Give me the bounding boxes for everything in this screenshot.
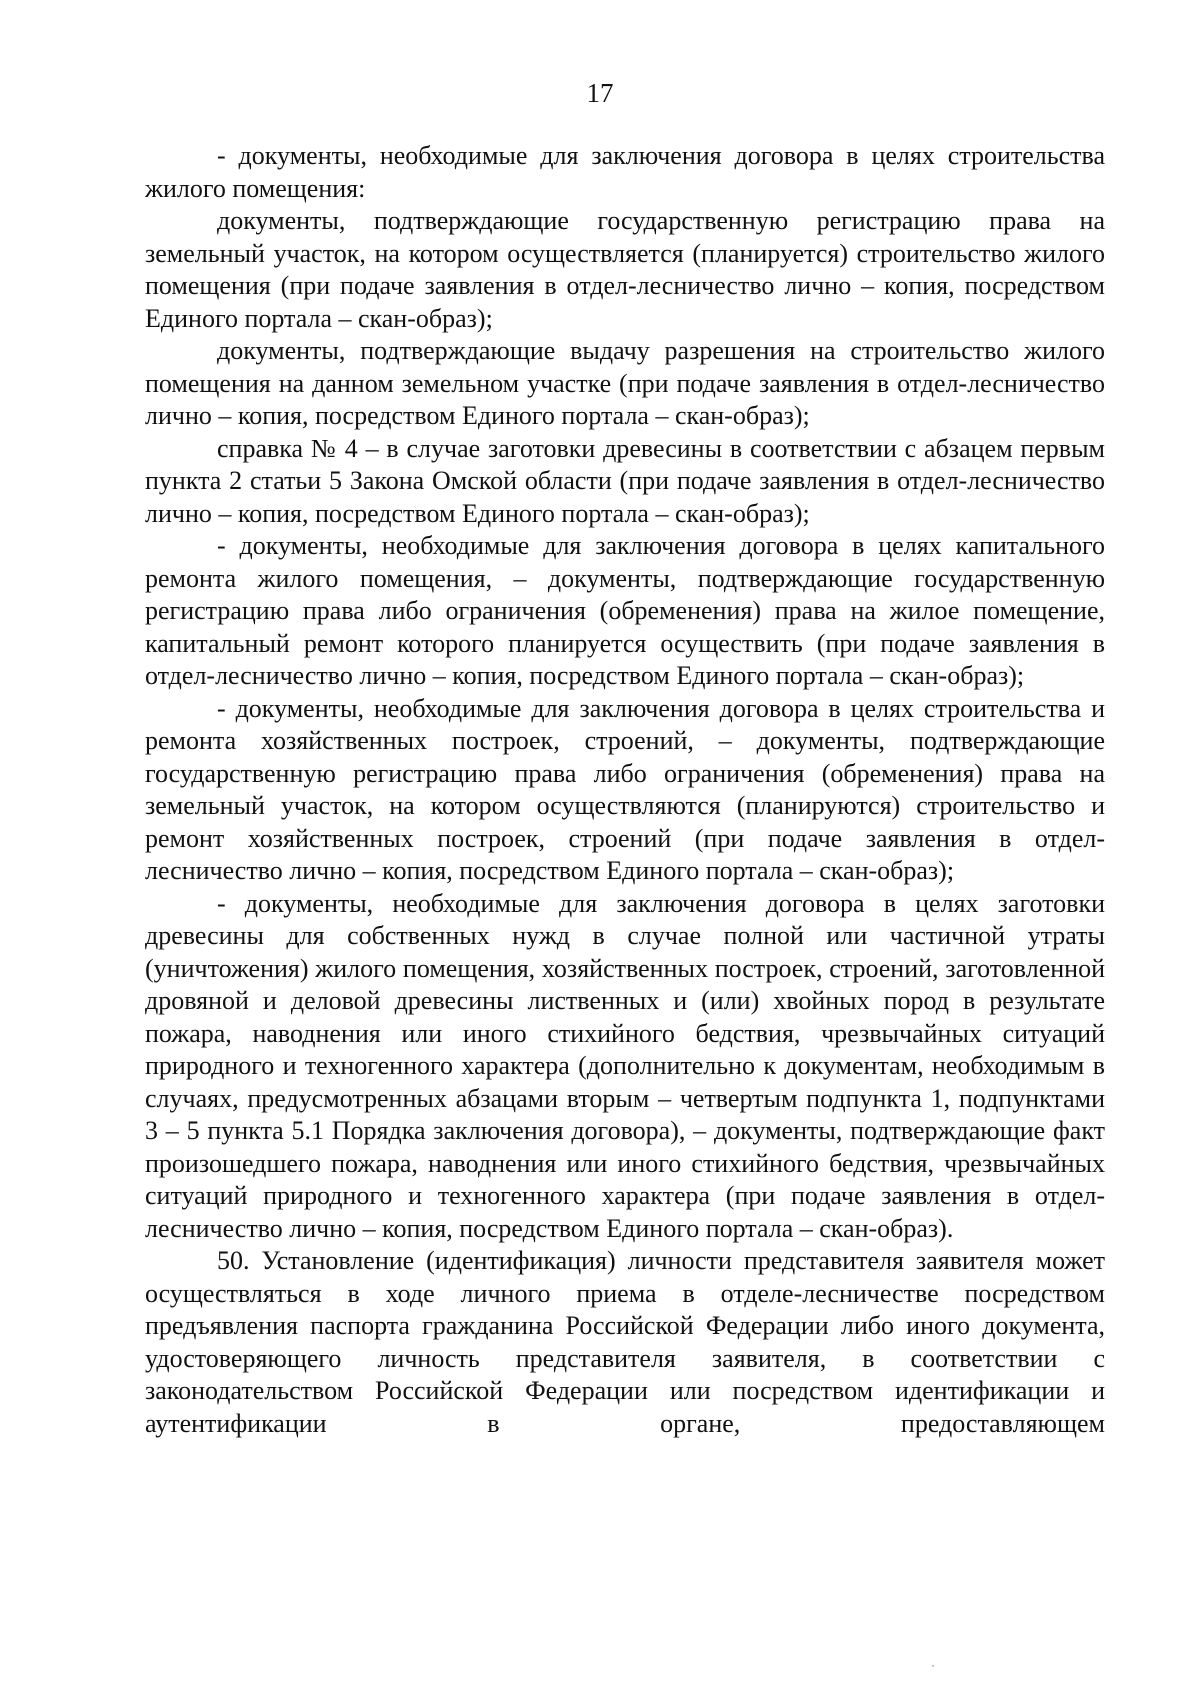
page-number: 17 <box>586 78 614 108</box>
paragraph-outbuildings: - документы, необходимые для заключения договора в целях строительства и ремонта хозяйственных построек, строений, – документы, подтверждающие государственную регистрацию права либо ограничения (обременения) права на земельный участок, на котором осуществляются (планируются) строительство и ремонт хозяйственных построек, строений (при подаче заявления в отдел-лесничество лично – копия, посредством Единого портала – скан-образ); <box>145 693 1105 885</box>
paragraph-capital-repair: - документы, необходимые для заключения договора в целях капитального ремонта жилого помещения, – документы, подтверждающие государственную регистрацию права либо ограничения (обременения) права на жилое помещение, капитальный ремонт которого планируется осуществить (при подаче заявления в отдел-лесничество лично – копия, посредством Единого портала – скан-образ); <box>145 531 1105 690</box>
paragraph-certificate-no-4: справка № 4 – в случае заготовки древесины в соответствии с абзацем первым пункта 2 статьи 5 Закона Омской области (при подаче заявления в отдел-лесничество лично – копия, посредством Единого портала – скан-образ); <box>145 433 1105 528</box>
paragraph-loss-of-housing: - документы, необходимые для заключения договора в целях заготовки древесины для собственных нужд в случае полной или частичной утраты (уничтожения) жилого помещения, хозяйственных построек, строений, заготовленной дровяной и деловой древесины лиственных и (или) хвойных пород в результате пожара, наводнения или иного стихийного бедствия, чрезвычайных ситуаций природного и техногенного характера (дополнительно к документам, необходимым в случаях, предусмотренных абзацами вторым – четвертым подпункта 1, подпунктами 3 – 5 пункта 5.1 Порядка заключения договора), – документы, подтверждающие факт произошедшего пожара, наводнения или иного стихийного бедствия, чрезвычайных ситуаций природного и техногенного характера (при подаче заявления в отдел-лесничество лично – копия, посредством Единого портала – скан-образ). <box>145 888 1105 1243</box>
body-text <box>145 140 1105 1440</box>
paragraph-building-permit: документы, подтверждающие выдачу разрешения на строительство жилого помещения на данном земельном участке (при подаче заявления в отдел-лесничество лично – копия, посредством Единого портала – скан-образ); <box>145 336 1105 430</box>
paragraph-50-identification: 50. Установление (идентификация) личности представителя заявителя может осуществляться в ходе личного приема в отделе-лесничестве посредством предъявления паспорта гражданина Российской Федерации либо иного документа, удостоверяющего личность представителя заявителя, в соответствии с законодательством Российской Федерации или посредством идентификации и аутентификации в органе, предоставляющем <box>145 1246 1105 1438</box>
paragraph-residential-construction-heading: - документы, необходимые для заключения договора в целях строительства жилого помещения: <box>145 141 1105 203</box>
paragraph-land-rights-registration: документы, подтверждающие государственную регистрацию права на земельный участок, на котором осуществляется (планируется) строительство жилого помещения (при подаче заявления в отдел-лесничество лично – копия, посредством Единого портала – скан-образ); <box>145 206 1105 333</box>
scan-artifact <box>932 1665 934 1667</box>
